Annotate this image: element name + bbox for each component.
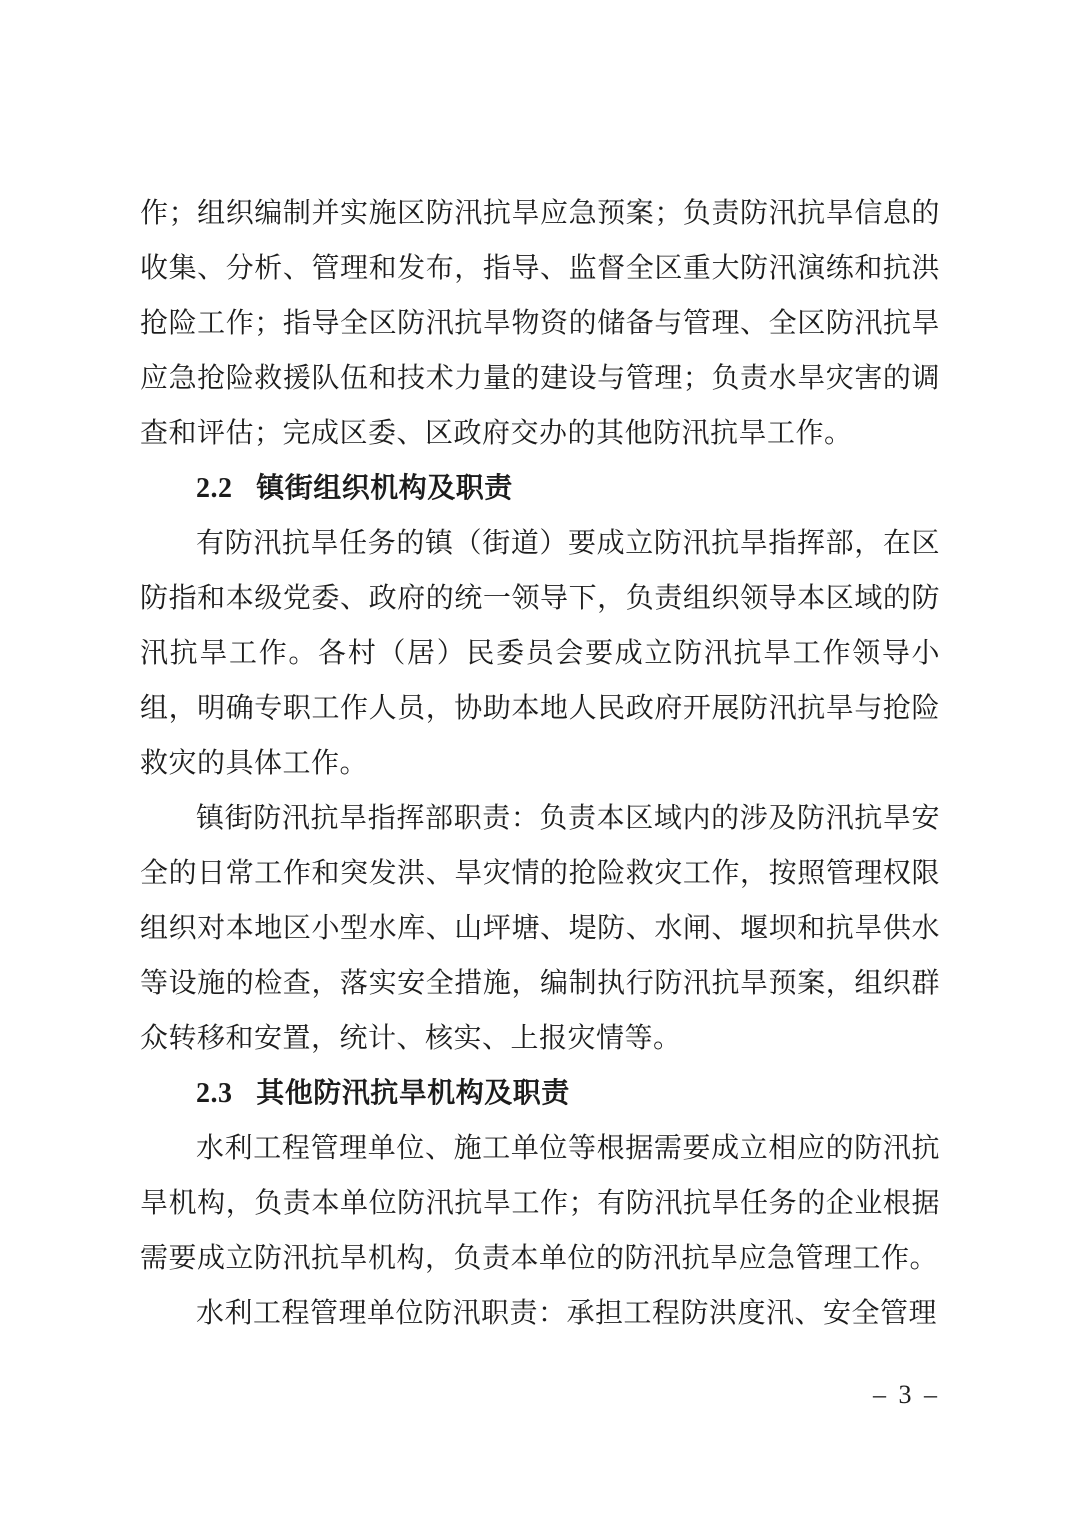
section-heading-2-2 — [140, 461, 940, 516]
page-number: – 3 – — [873, 1380, 940, 1409]
paragraph: 水利工程管理单位防汛职责：承担工程防洪度汛、安全管理 — [196, 1298, 938, 1329]
paragraph: 镇街防汛抗旱指挥部职责：负责本区域内的涉及防汛抗旱安全的日常工作和突发洪、旱灾情的抢险救灾工作，按照管理权限组织对本地区小型水库、山坪塘、堤防、水闸、堰坝和抗旱供水等设施的检查，落实安全措施，编制执行防汛抗旱预案，组织群众转移和安置，统计、核实、上报灾情等。 — [140, 803, 940, 1054]
paragraph: 水利工程管理单位、施工单位等根据需要成立相应的防汛抗旱机构，负责本单位防汛抗旱工作；有防汛抗旱任务的企业根据需要成立防汛抗旱机构，负责本单位的防汛抗旱应急管理工作。 — [140, 1133, 940, 1274]
section-number: 2.2 — [196, 473, 233, 504]
document-body — [140, 186, 940, 1341]
paragraph-continuation: 作；组织编制并实施区防汛抗旱应急预案；负责防汛抗旱信息的收集、分析、管理和发布，指导、监督全区重大防汛演练和抗洪抢险工作；指导全区防汛抗旱物资的储备与管理、全区防汛抗旱应急抢险救援队伍和技术力量的建设与管理；负责水旱灾害的调查和评估；完成区委、区政府交办的其他防汛抗旱工作。 — [140, 198, 940, 449]
section-title: 镇街组织机构及职责 — [256, 473, 513, 504]
section-heading-2-3 — [140, 1066, 940, 1121]
paragraph: 有防汛抗旱任务的镇（街道）要成立防汛抗旱指挥部，在区防指和本级党委、政府的统一领导下，负责组织领导本区域的防汛抗旱工作。各村（居）民委员会要成立防汛抗旱工作领导小组，明确专职工作人员，协助本地人民政府开展防汛抗旱与抢险救灾的具体工作。 — [140, 528, 940, 779]
section-number: 2.3 — [196, 1078, 233, 1109]
section-title: 其他防汛抗旱机构及职责 — [256, 1078, 570, 1109]
